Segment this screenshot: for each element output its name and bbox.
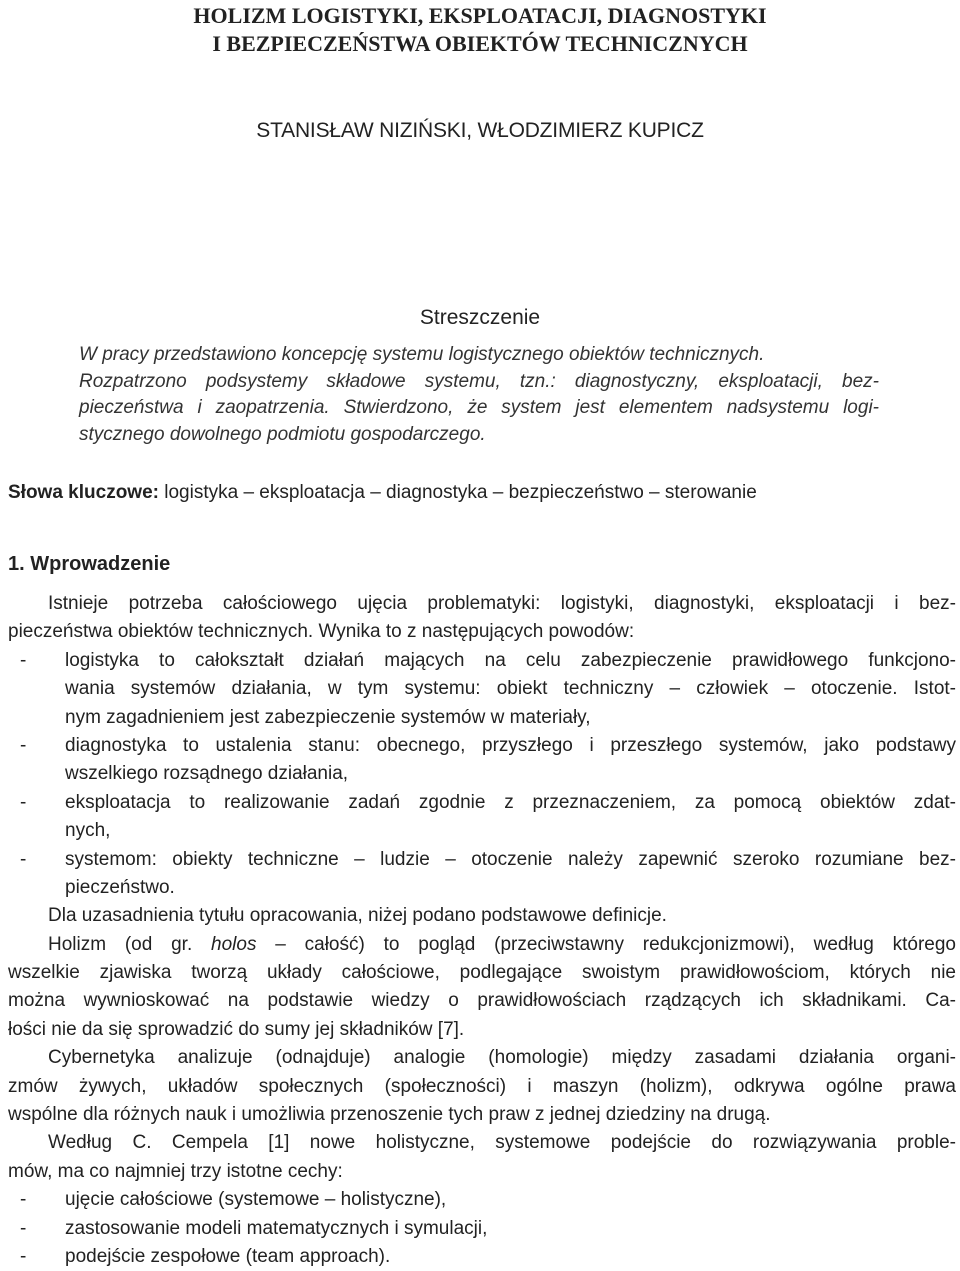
abstract-line: W pracy przedstawiono koncepcję systemu logistycznego obiektów technicznych. xyxy=(79,344,765,365)
list-dash: - xyxy=(20,649,27,671)
paragraph-line: Cybernetyka analizuje (odnajduje) analogie (homologie) między zasadami działania organi- xyxy=(48,1047,956,1069)
list-item xyxy=(8,789,956,817)
section-body xyxy=(8,590,956,1271)
list-item xyxy=(8,647,956,675)
list-item xyxy=(8,1215,956,1243)
list-item-text: ujęcie całościowe (systemowe – holistyczne), xyxy=(65,1189,447,1211)
paragraph-line xyxy=(8,931,956,959)
section-heading: 1. Wprowadzenie xyxy=(8,553,171,575)
list-item xyxy=(8,1243,956,1271)
list-dash: - xyxy=(20,1189,27,1211)
abstract-heading: Streszczenie xyxy=(419,306,541,329)
keywords xyxy=(8,482,952,504)
list-item xyxy=(8,732,956,760)
holizm-text: Holizm (od gr. xyxy=(48,933,212,955)
list-item xyxy=(8,1186,956,1214)
list-item-text: diagnostyka to ustalenia stanu: obecnego, przyszłego i przeszłego systemów, jako podstawy xyxy=(65,734,956,756)
list-dash: - xyxy=(20,734,27,756)
paragraph-line: Według C. Cempela [1] nowe holistyczne, systemowe podejście do rozwiązywania proble- xyxy=(48,1132,956,1154)
list-dash: - xyxy=(20,848,27,870)
list-item-continuation: wania systemów działania, w tym systemu: obiekt techniczny – człowiek – otoczenie. Istot- xyxy=(65,678,956,700)
paragraph-line: wszelkie zjawiska tworzą układy całościowe, podlegające swoistym prawidłowościom, których nie xyxy=(8,962,956,984)
list-item xyxy=(8,846,956,874)
title-line-2: I BEZPIECZEŃSTWA OBIEKTÓW TECHNICZNYCH xyxy=(212,31,748,56)
paragraph-line: można wywnioskować na podstawie wiedzy o prawidłowościach rządzących ich składnikami. Ca- xyxy=(8,990,956,1012)
list-item-text: logistyka to całokształt działań mających na celu zabezpieczenie prawidłowego funkcjono- xyxy=(65,649,956,671)
list-dash: - xyxy=(20,791,27,813)
holizm-text: – całość) to pogląd (przeciwstawny redukcjonizmowi), według którego xyxy=(256,933,957,955)
paragraph-line: Istnieje potrzeba całościowego ujęcia problematyki: logistyki, diagnostyki, eksploatacji i bez- xyxy=(48,593,956,614)
abstract-line: pieczeństwa i zaopatrzenia. Stwierdzono, że system jest elementem nadsystemu logi- xyxy=(79,397,879,418)
title-line-1: HOLIZM LOGISTYKI, EKSPLOATACJI, DIAGNOSTYKI xyxy=(193,3,767,28)
list-item-continuation: nym zagadnieniem jest zabezpieczenie systemów w materiały, xyxy=(65,706,591,728)
abstract-line: stycznego dowolnego podmiotu gospodarczego. xyxy=(79,423,486,445)
keywords-text: logistyka – eksploatacja – diagnostyka – bezpieczeństwo – sterowanie xyxy=(158,482,757,503)
paragraph-line: pieczeństwa obiektów technicznych. Wynika to z następujących powodów: xyxy=(8,621,635,643)
paragraph-line: wspólne dla różnych nauk i umożliwia przenoszenie tych praw z jednej dziedziny na drugą. xyxy=(8,1104,771,1126)
list-item-continuation: nych, xyxy=(65,820,111,842)
list-dash: - xyxy=(20,1217,27,1239)
list-item-continuation: pieczeństwo. xyxy=(65,876,175,898)
paper-title xyxy=(0,2,960,58)
list-item-text: podejście zespołowe (team approach). xyxy=(65,1245,391,1267)
paragraph-line: Dla uzasadnienia tytułu opracowania, niżej podano podstawowe definicje. xyxy=(48,905,667,927)
list-item-text: zastosowanie modeli matematycznych i symulacji, xyxy=(65,1217,488,1239)
keywords-label: Słowa kluczowe: xyxy=(8,482,159,503)
abstract-body xyxy=(79,342,879,448)
list-item-text: systemom: obiekty techniczne – ludzie – otoczenie należy zapewnić szeroko rozumiane bez- xyxy=(65,848,956,870)
authors: STANISŁAW NIZIŃSKI, WŁODZIMIERZ KUPICZ xyxy=(256,119,704,142)
list-item-continuation: wszelkiego rozsądnego działania, xyxy=(65,763,349,785)
paragraph-line: mów, ma co najmniej trzy istotne cechy: xyxy=(8,1160,343,1182)
abstract-line: Rozpatrzono podsystemy składowe systemu, tzn.: diagnostyczny, eksploatacji, bez- xyxy=(79,370,879,392)
paragraph-line: łości nie da się sprowadzić do sumy jej składników [7]. xyxy=(8,1018,465,1040)
list-dash: - xyxy=(20,1245,27,1267)
list-item-text: eksploatacja to realizowanie zadań zgodnie z przeznaczeniem, za pomocą obiektów zdat- xyxy=(65,791,956,813)
holos-term: holos xyxy=(211,933,257,955)
paragraph-line: zmów żywych, układów społecznych (społeczności) i maszyn (holizm), odkrywa ogólne prawa xyxy=(8,1075,956,1097)
